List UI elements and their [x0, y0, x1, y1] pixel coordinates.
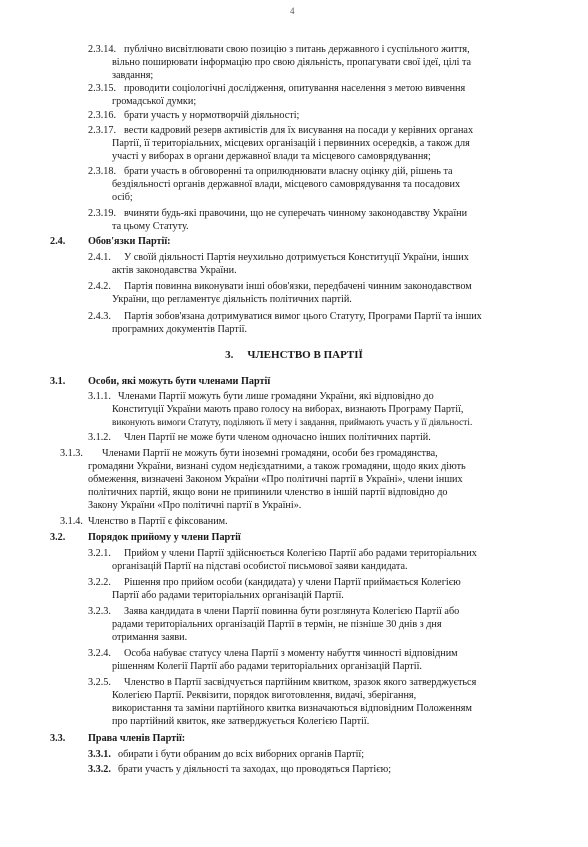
clause-text: Прийом у члени Партії здійснюється Колегією Партії або радами територіальних: [124, 548, 477, 559]
subsection-number: 3.3.: [50, 733, 66, 744]
clause-text: проводити соціологічні дослідження, опитування населення з метою вивчення: [124, 83, 466, 94]
clause-number: 2.3.16.: [88, 110, 117, 121]
subsection-title: Права членів Партії:: [88, 733, 186, 744]
clause-number: 2.3.17.: [88, 125, 117, 136]
clause-text: програмних документів Партії.: [112, 324, 248, 335]
clause-text: Особа набуває статусу члена Партії з моменту набуття чинності відповідним: [124, 648, 458, 659]
clause-text: організацій Партії на підставі особистої письмової заяви кандидата.: [112, 561, 408, 572]
clause-text: осіб;: [112, 192, 133, 203]
clause-text: України, що регламентує діяльність політичних партій.: [112, 294, 352, 305]
clause-text: та цьому Статуту.: [112, 221, 189, 232]
section-title: ЧЛЕНСТВО В ПАРТІЇ: [247, 349, 363, 361]
subsection-title: Особи, які можуть бути членами Партії: [88, 376, 271, 387]
clause-number: 3.2.1.: [88, 548, 111, 559]
clause-text: рішенням Колегії Партії або радами територіальних організацій Партії.: [112, 661, 422, 672]
clause-text: обирати і бути обраним до всіх виборних органів Партії;: [118, 749, 365, 760]
page-number: 4: [290, 6, 295, 16]
clause-text: Членами Партії можуть бути лише громадяни України, які відповідно до: [118, 391, 434, 402]
clause-text: Членство в Партії засвідчується партійним квитком, зразок якого затверджується: [124, 677, 477, 688]
clause-number: 3.3.1.: [88, 749, 111, 760]
clause-text: вчиняти будь-які правочини, що не суперечать чинному законодавству України: [124, 208, 468, 219]
clause-text: виконують вимоги Статуту, поділяють її мету і завдання, приймають участь у її діяльності.: [112, 418, 473, 428]
clause-number: 2.3.18.: [88, 166, 117, 177]
clause-text: брати участь в обговоренні та оприлюднювати власну оцінку дій, рішень та: [124, 166, 453, 177]
clause-text: вести кадровий резерв активістів для їх висування на посади у керівних органах: [124, 125, 474, 136]
clause-number: 2.3.15.: [88, 83, 117, 94]
clause-text: громадської думки;: [112, 96, 197, 107]
clause-text: Партії або радами територіальних організацій Партії.: [112, 590, 344, 601]
clause-text: обмеження, визначені Законом України «Про політичні партії в Україні», члени інших: [88, 474, 463, 485]
clause-text: вільно поширювати інформацію про свою діяльність, пропагувати свої ідеї, цілі та: [112, 57, 472, 68]
clause-text: Партія зобов'язана дотримуватися вимог цього Статуту, Програми Партії та інших: [124, 311, 482, 322]
subsection-title: Порядок прийому у члени Партії: [88, 532, 241, 543]
clause-text: публічно висвітлювати свою позицію з питань державного і суспільного життя,: [124, 44, 470, 55]
section-number: 3.: [225, 349, 234, 361]
clause-number: 2.4.2.: [88, 281, 111, 292]
clause-text: брати участь у діяльності та заходах, що проводяться Партією;: [118, 764, 392, 775]
clause-number: 3.3.2.: [88, 764, 111, 775]
clause-text: Закону України «Про політичні партії в Україні».: [88, 500, 302, 511]
clause-text: отримання заяви.: [112, 632, 188, 643]
clause-text: Партії, її територіальних, місцевих організацій і первинних осередків, а також для: [112, 138, 470, 149]
clause-number: 2.4.1.: [88, 252, 111, 263]
subsection-number: 3.2.: [50, 532, 66, 543]
clause-number: 2.3.14.: [88, 44, 117, 55]
clause-text: У своїй діяльності Партія неухильно дотримується Конституції України, інших: [124, 252, 469, 263]
clause-number: 3.1.2.: [88, 432, 111, 443]
section-heading: [0, 349, 588, 362]
clause-text: актів законодавства України.: [112, 265, 237, 276]
clause-number: 3.2.2.: [88, 577, 111, 588]
clause-text: політичних партій, якщо вони не припинили членство в іншій партії відповідно до: [88, 487, 448, 498]
clause-text: Член Партії не може бути членом одночасно інших політичних партій.: [124, 432, 431, 443]
clause-text: про партійний квиток, яке затверджується Колегією Партії.: [112, 716, 370, 727]
subsection-number: 2.4.: [50, 236, 66, 247]
subsection-title: Обов'язки Партії:: [88, 236, 171, 247]
clause-text: Конституції України мають право голосу на виборах, визнають Програму Партії,: [112, 404, 464, 415]
clause-number: 3.1.1.: [88, 391, 111, 402]
clause-number: 3.1.3.: [60, 448, 83, 459]
clause-number: 2.3.19.: [88, 208, 117, 219]
clause-text: участі у виборах в органи державної влади та місцевого самоврядування;: [112, 151, 431, 162]
clause-number: 2.4.3.: [88, 311, 111, 322]
clause-text: використання та заміни партійного квитка визначаються відповідним Положенням: [112, 703, 472, 714]
clause-text: радами територіальних організацій Партії в термін, не пізніше 30 днів з дня: [112, 619, 442, 630]
clause-text: Членство в Партії є фіксованим.: [88, 516, 228, 527]
clause-text: Партія повинна виконувати інші обов'язки, передбачені чинним законодавством: [124, 281, 472, 292]
clause-text: завдання;: [112, 70, 154, 81]
clause-text: Членами Партії не можуть бути іноземні громадяни, особи без громадянства,: [102, 448, 438, 459]
clause-number: 3.2.5.: [88, 677, 111, 688]
clause-text: брати участь у нормотворчій діяльності;: [124, 110, 300, 121]
subsection-number: 3.1.: [50, 376, 66, 387]
clause-number: 3.2.4.: [88, 648, 111, 659]
clause-number: 3.1.4.: [60, 516, 83, 527]
clause-text: бездіяльності органів державної влади, місцевого самоврядування та посадових: [112, 179, 461, 190]
clause-text: Колегією Партії. Реквізити, порядок виготовлення, видачі, зберігання,: [112, 690, 417, 701]
clause-text: Заява кандидата в члени Партії повинна бути розглянута Колегією Партії або: [124, 606, 460, 617]
clause-number: 3.2.3.: [88, 606, 111, 617]
clause-text: Рішення про прийом особи (кандидата) у члени Партії приймається Колегією: [124, 577, 461, 588]
clause-text: громадяни України, визнані судом недієздатними, а також громадяни, щодо яких діють: [88, 461, 466, 472]
